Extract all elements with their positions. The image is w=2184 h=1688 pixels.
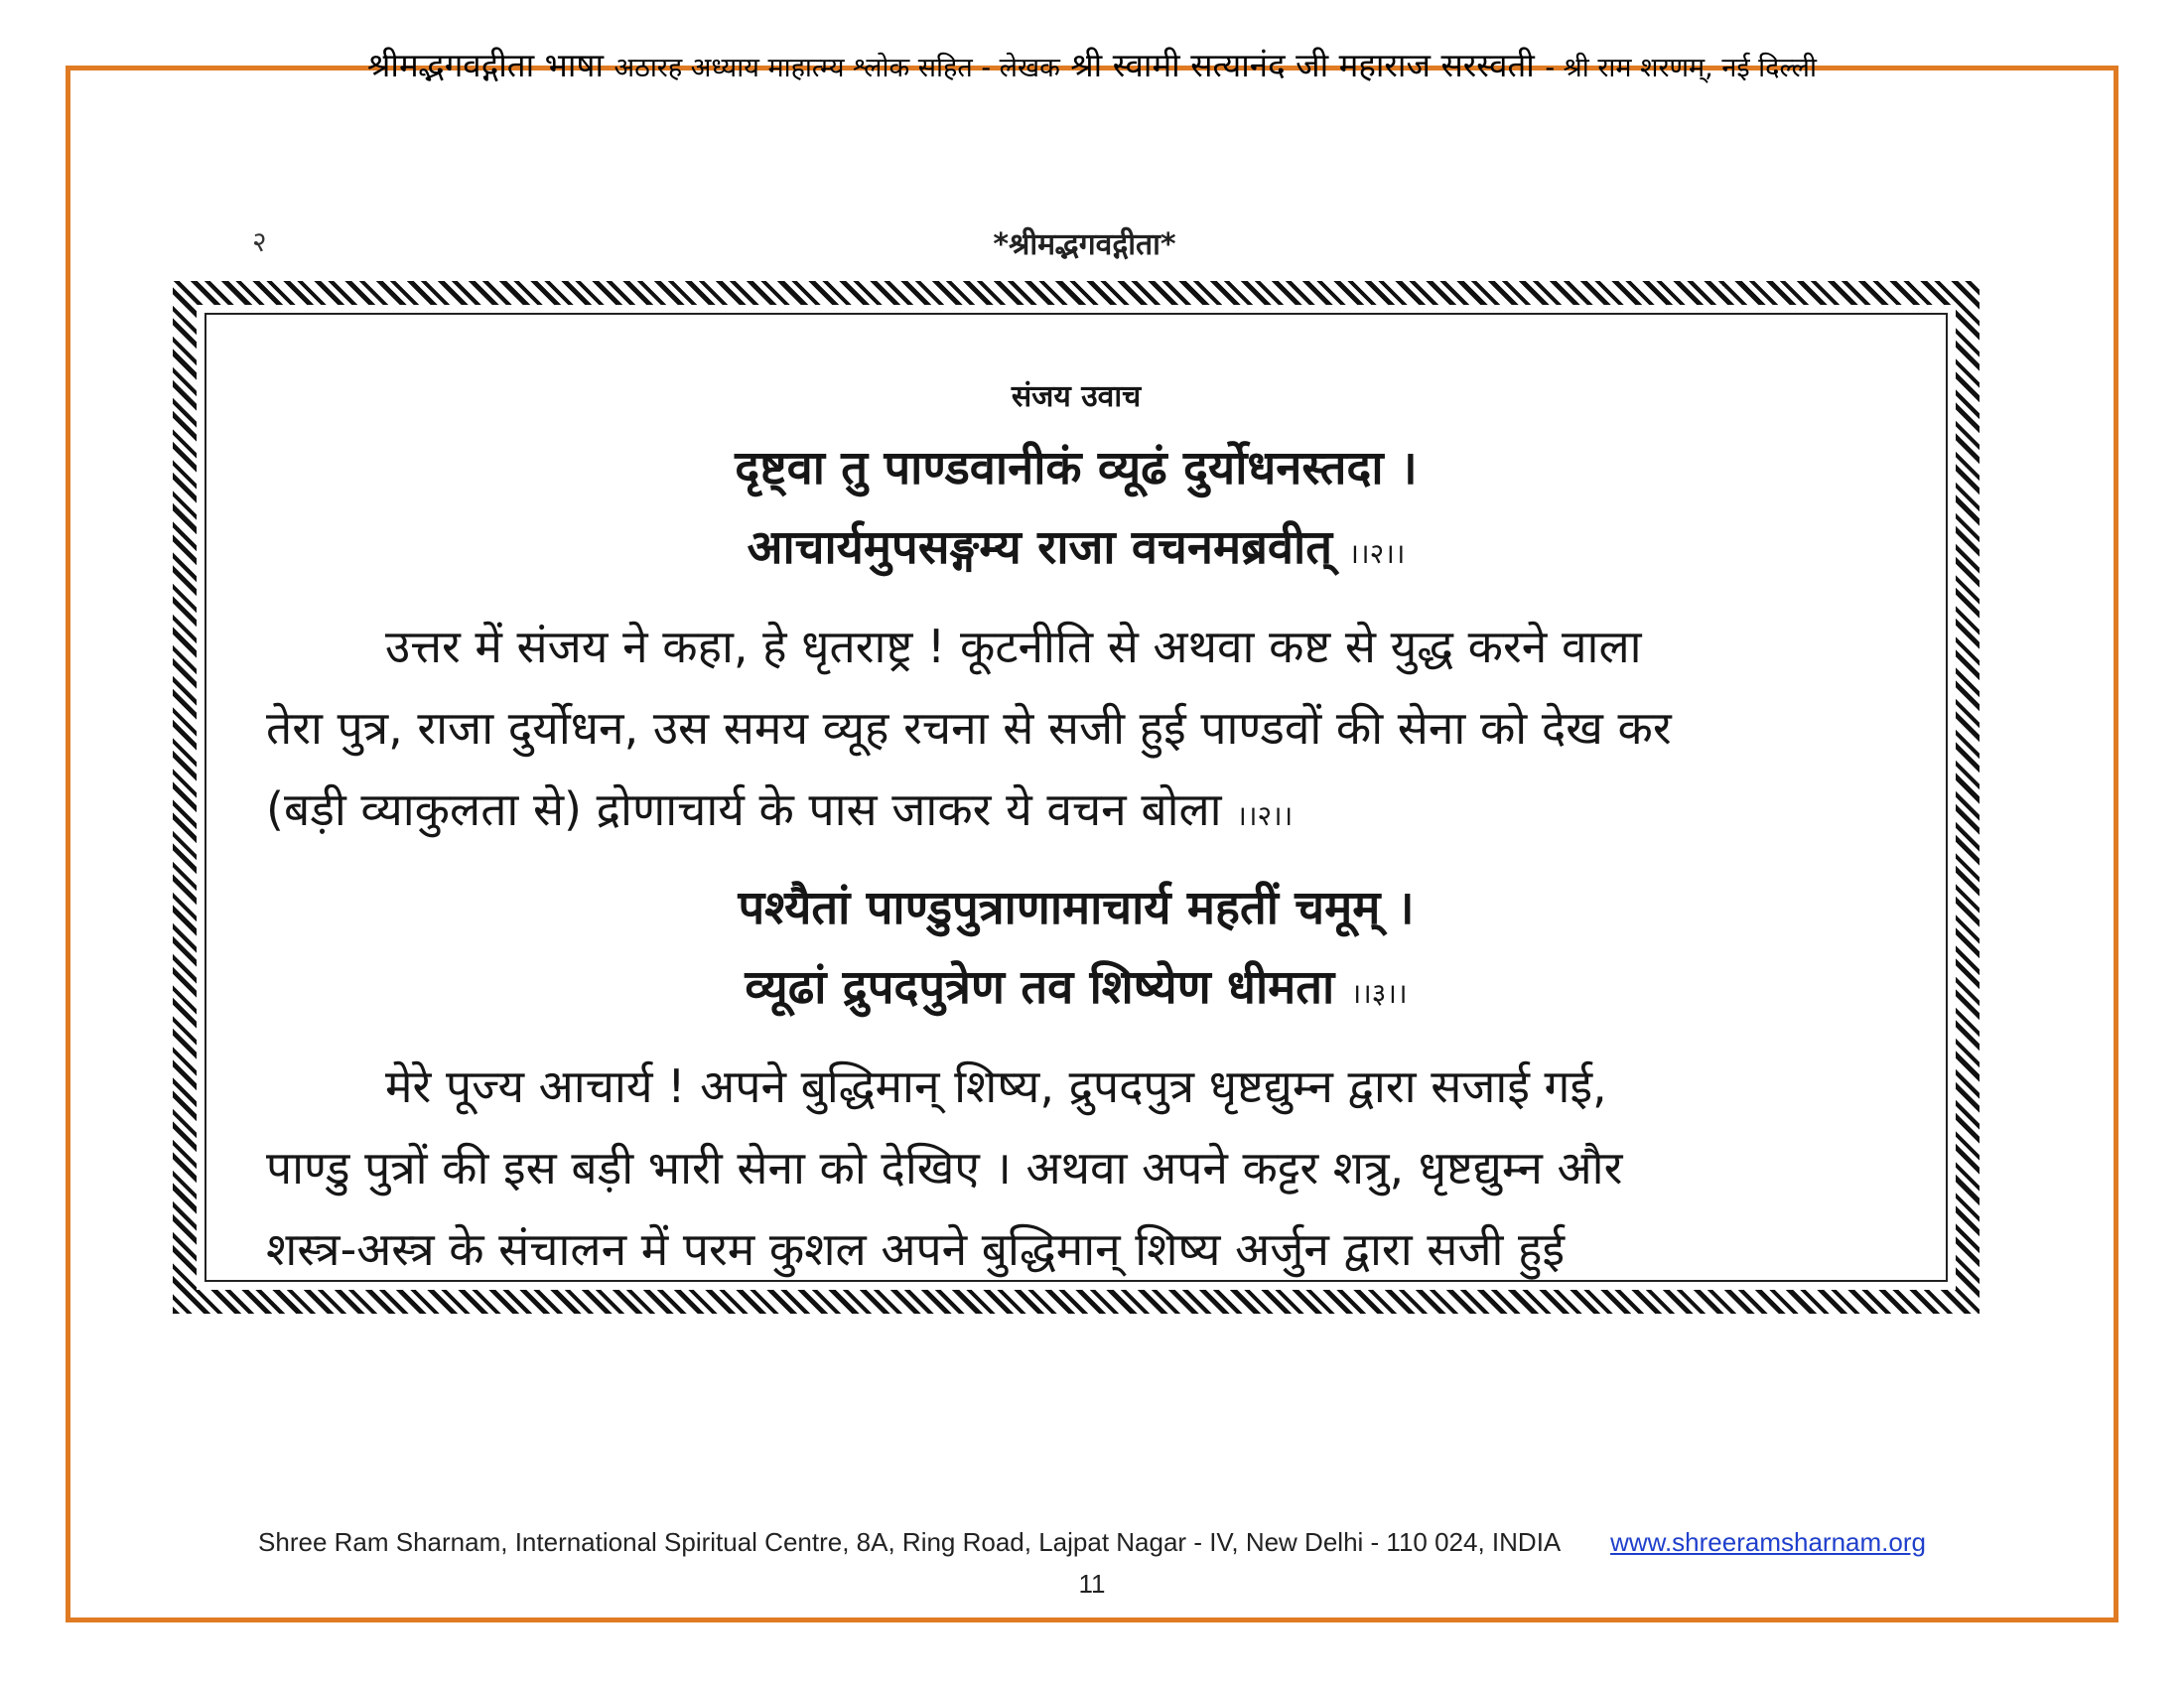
verse-3-number: ।।३।। xyxy=(1350,977,1408,1010)
scanned-page xyxy=(149,207,2020,1378)
verse-3-line-2 xyxy=(266,948,1886,1034)
scripture-content xyxy=(266,374,1886,1276)
verse-3-line-1: पश्यैतां पाण्डुपुत्राणामाचार्य महतीं चमूम् । xyxy=(738,881,1415,935)
page-header xyxy=(0,42,2184,86)
header-subtitle: अठारह अध्याय माहात्म्य श्लोक सहित - लेखक xyxy=(614,53,1060,83)
page-number: 11 xyxy=(1078,1569,1106,1599)
footer-address: Shree Ram Sharnam, International Spiritual Centre, 8A, Ring Road, Lajpat Nagar - IV, New Delhi - 110 024, INDIA xyxy=(258,1527,1560,1557)
translation-3-line-3: शस्त्र-अस्त्र के संचालन में परम कुशल अपने बुद्धिमान् शिष्य अर्जुन द्वारा सजी हुई xyxy=(266,1222,1566,1276)
verse-2-line-2 xyxy=(266,508,1886,594)
translation-2-line-3-text: (बड़ी व्याकुलता से) द्रोणाचार्य के पास जाकर ये वचन बोला xyxy=(266,782,1222,836)
translation-2 xyxy=(266,606,1886,857)
header-publisher: - श्री राम शरणम्, नई दिल्ली xyxy=(1545,53,1817,83)
speaker-heading: संजय उवाच xyxy=(1011,379,1142,414)
translation-2-line-1: उत्तर में संजय ने कहा, हे धृतराष्ट्र ! कूटनीति से अथवा कष्ट से युद्ध करने वाला xyxy=(385,620,1642,673)
translation-3-line-1: मेरे पूज्य आचार्य ! अपने बुद्धिमान् शिष्य, द्रुपदपुत्र धृष्टद्युम्न द्वारा सजाई गई, xyxy=(385,1059,1607,1113)
translation-3 xyxy=(266,1046,1886,1290)
verse-2-line-2-text: आचार्यमुपसङ्गम्य राजा वचनमब्रवीत् xyxy=(747,520,1333,575)
scan-page-number: २ xyxy=(252,225,267,258)
verse-2-line-1: दृष्ट्वा तु पाण्डवानीकं व्यूढं दुर्योधनस्तदा । xyxy=(735,441,1418,495)
ornamental-border xyxy=(173,281,1979,1314)
verse-2 xyxy=(266,429,1886,594)
running-title: *श्रीमद्भगवद्गीता* xyxy=(993,227,1176,262)
header-author: श्री स्वामी सत्यानंद जी महाराज सरस्वती xyxy=(1070,46,1535,84)
page-footer xyxy=(0,1527,2184,1558)
translation-3-line-2: पाण्डु पुत्रों की इस बड़ी भारी सेना को देखिए । अथवा अपने कट्टर शत्रु, धृष्टद्युम्न और xyxy=(266,1141,1623,1195)
translation-2-line-3 xyxy=(266,769,1886,857)
verse-3-line-2-text: व्यूढां द्रुपदपुत्रेण तव शिष्येण धीमता xyxy=(745,960,1335,1015)
header-title: श्रीमद्भगवद्गीता भाषा xyxy=(367,46,604,84)
translation-2-number: ।।२।। xyxy=(1236,799,1294,832)
verse-3 xyxy=(266,869,1886,1034)
verse-2-number: ।।२।। xyxy=(1348,537,1406,570)
website-link[interactable]: www.shreeramsharnam.org xyxy=(1610,1527,1926,1557)
translation-2-line-2: तेरा पुत्र, राजा दुर्योधन, उस समय व्यूह रचना से सजी हुई पाण्डवों की सेना को देख कर xyxy=(266,701,1672,755)
